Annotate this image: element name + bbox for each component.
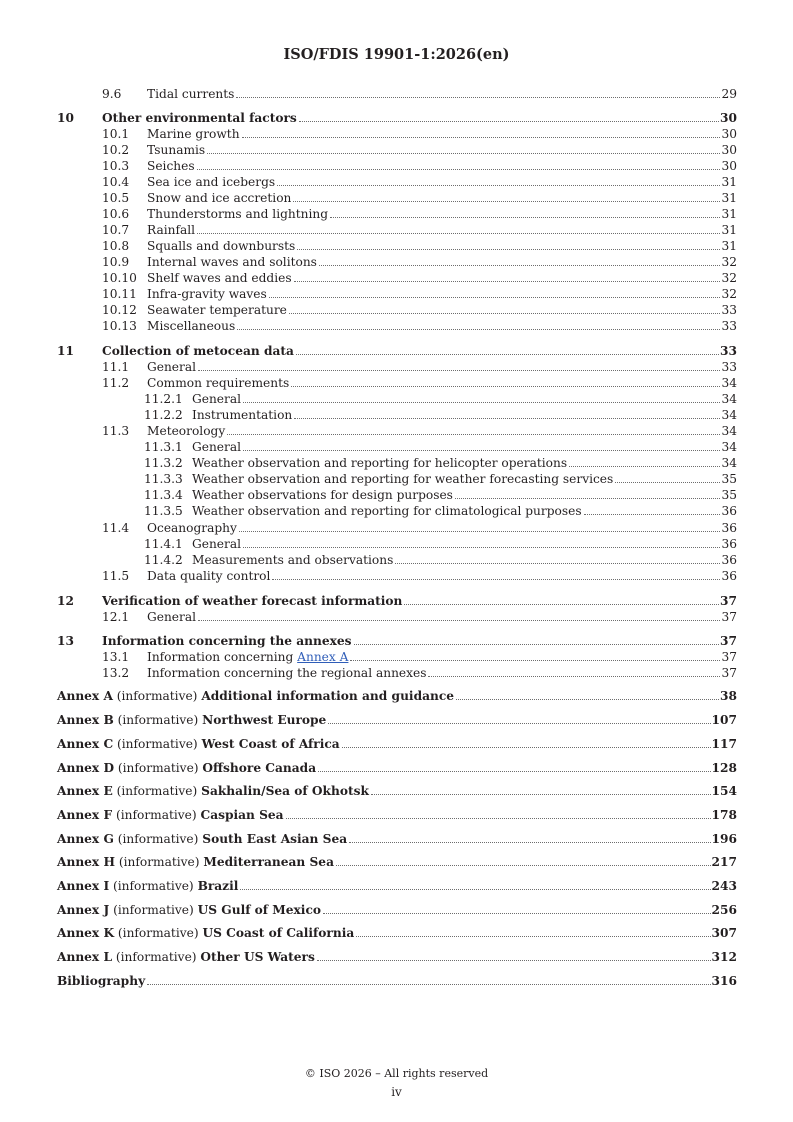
toc-entry-10-13[interactable] (0, 318, 793, 334)
toc-entry-11-4[interactable] (0, 520, 793, 536)
toc-annex-l[interactable] (0, 949, 793, 965)
toc-number: 11.3.1 (144, 440, 183, 454)
dot-leader (615, 482, 720, 483)
dot-leader (296, 354, 719, 355)
dot-leader (197, 233, 720, 234)
toc-page: 217 (711, 855, 737, 869)
annex-type: (informative) (114, 926, 203, 940)
toc-page: 30 (721, 143, 737, 157)
toc-title: General (192, 537, 241, 551)
annex-label: Annex H (57, 855, 115, 869)
toc-title: General (192, 392, 241, 406)
annex-label: Annex B (57, 713, 114, 727)
toc-entry-10-2[interactable] (0, 142, 793, 158)
toc-page: 35 (721, 488, 737, 502)
toc-entry-11-3-1[interactable] (0, 439, 793, 455)
toc-page: 307 (711, 926, 737, 940)
dot-leader (354, 644, 720, 645)
dot-leader (584, 514, 721, 515)
toc-title: Meteorology (147, 424, 226, 438)
dot-leader (272, 579, 720, 580)
dot-leader (297, 249, 720, 250)
toc-annex-b[interactable] (0, 712, 793, 728)
toc-title: Verification of weather forecast information (102, 594, 403, 608)
toc-title: Thunderstorms and lightning (147, 207, 329, 221)
toc-entry-11-3[interactable] (0, 423, 793, 439)
toc-number: 11.3.3 (144, 472, 183, 486)
toc-number: 10.13 (102, 319, 137, 333)
dot-leader (323, 913, 711, 914)
annex-label: Annex E (57, 784, 113, 798)
toc-entry-11-3-4[interactable] (0, 487, 793, 503)
toc-title: Weather observation and reporting for helicopter operations (192, 456, 568, 470)
toc-number: 10.4 (102, 175, 130, 189)
toc-number: 10.8 (102, 239, 130, 253)
toc-page: 31 (721, 207, 737, 221)
dot-leader (395, 563, 720, 564)
toc-entry-13-1[interactable] (0, 649, 793, 665)
toc-entry-9-6[interactable] (0, 86, 793, 102)
toc-page: 34 (721, 424, 737, 438)
dot-leader (371, 794, 711, 795)
dot-leader (294, 418, 720, 419)
toc-page: 34 (721, 440, 737, 454)
dot-leader (147, 984, 710, 985)
toc-page: 154 (711, 784, 737, 798)
toc-entry-11-5[interactable] (0, 568, 793, 584)
annex-label: Annex L (57, 950, 113, 964)
toc-number: 9.6 (102, 87, 122, 101)
annex-title: US Coast of California (202, 926, 355, 940)
toc-page: 30 (721, 127, 737, 141)
toc-title: General (147, 610, 196, 624)
toc-number: 12 (57, 594, 74, 608)
toc-page: 31 (721, 175, 737, 189)
copyright-notice: © ISO 2026 – All rights reserved (304, 1067, 489, 1080)
toc-page: 30 (720, 111, 737, 125)
document-header: ISO/FDIS 19901-1:2026(en) (283, 46, 510, 63)
dot-leader (227, 434, 720, 435)
toc-page: 256 (711, 903, 737, 917)
toc-title: Measurements and observations (192, 553, 394, 567)
toc-number: 13.1 (102, 650, 130, 664)
toc-page: 38 (720, 689, 737, 703)
toc-page: 32 (721, 255, 737, 269)
toc-page: 36 (721, 521, 737, 535)
toc-page: 31 (721, 191, 737, 205)
dot-leader (299, 121, 719, 122)
toc-annex-a[interactable] (0, 688, 793, 704)
toc-title: Collection of metocean data (102, 344, 294, 358)
annex-type: (informative) (113, 713, 203, 727)
toc-number: 13 (57, 634, 74, 648)
toc-number: 10.3 (102, 159, 130, 173)
dot-leader (349, 842, 710, 843)
dot-leader (293, 201, 720, 202)
toc-page: 33 (721, 360, 737, 374)
dot-leader (319, 265, 721, 266)
toc-number: 11.3.4 (144, 488, 183, 502)
annex-title: South East Asian Sea (202, 832, 348, 846)
dot-leader (236, 97, 720, 98)
toc-annex-j[interactable] (0, 902, 793, 918)
annex-label: Annex F (57, 808, 113, 822)
toc-page: 30 (721, 159, 737, 173)
dot-leader (291, 386, 720, 387)
toc-number: 11.3.2 (144, 456, 183, 470)
annex-type: (informative) (109, 879, 198, 893)
annex-type: (informative) (113, 832, 203, 846)
toc-entry-10-11[interactable] (0, 286, 793, 302)
toc-entry-10-8[interactable] (0, 238, 793, 254)
toc-number: 10.7 (102, 223, 130, 237)
toc-page: 196 (711, 832, 737, 846)
toc-page: 37 (721, 650, 737, 664)
toc-page: 31 (721, 223, 737, 237)
toc-title: Weather observations for design purposes (192, 488, 453, 502)
toc-annex-k[interactable] (0, 925, 793, 941)
toc-number: 11.5 (102, 569, 130, 583)
toc-page: 37 (721, 610, 737, 624)
toc-entry-10-9[interactable] (0, 254, 793, 270)
toc-title: Instrumentation (192, 408, 293, 422)
dot-leader (243, 547, 720, 548)
toc-title: Information concerning the regional annexes (147, 666, 427, 680)
toc-number: 11 (57, 344, 74, 358)
dot-leader (294, 281, 721, 282)
toc-annex-e[interactable] (0, 783, 793, 799)
toc-number: 11.1 (102, 360, 130, 374)
dot-leader (286, 818, 711, 819)
annex-type: (informative) (112, 808, 201, 822)
dot-leader (269, 297, 721, 298)
toc-annex-d[interactable] (0, 760, 793, 776)
dot-leader (317, 960, 711, 961)
toc-entry-10-12[interactable] (0, 302, 793, 318)
annex-label: Annex C (57, 737, 114, 751)
toc-title (147, 649, 349, 665)
toc-number: 11.4.2 (144, 553, 183, 567)
toc-entry-12-1[interactable] (0, 609, 793, 625)
toc-page: 32 (721, 271, 737, 285)
toc-annex-h[interactable] (0, 854, 793, 870)
toc-title: Weather observation and reporting for climatological purposes (192, 504, 582, 518)
toc-page: 32 (721, 287, 737, 301)
toc-page: 33 (721, 319, 737, 333)
dot-leader (350, 660, 720, 661)
toc-number: 11.4 (102, 521, 130, 535)
toc-page: 312 (711, 950, 737, 964)
toc-entry-10[interactable] (0, 110, 793, 126)
toc-entry-11-4-1[interactable] (0, 536, 793, 552)
toc-page: 117 (711, 737, 737, 751)
toc-title: Squalls and downbursts (147, 239, 296, 253)
toc-entry-10-7[interactable] (0, 222, 793, 238)
toc-entry-10-1[interactable] (0, 126, 793, 142)
annex-label: Annex G (57, 832, 114, 846)
toc-page: 36 (721, 504, 737, 518)
dot-leader (197, 169, 721, 170)
toc-entry-11-2-2[interactable] (0, 407, 793, 423)
annex-title: Additional information and guidance (201, 689, 455, 703)
toc-title: Seiches (147, 159, 195, 173)
toc-title-text: Information concerning (147, 650, 298, 664)
annex-a-link[interactable]: Annex A (297, 650, 349, 664)
toc-title: Information concerning the annexes (102, 634, 352, 648)
toc-entry-13-2[interactable] (0, 665, 793, 681)
toc-page: 37 (721, 666, 737, 680)
toc-page: 107 (711, 713, 737, 727)
toc-entry-10-10[interactable] (0, 270, 793, 286)
toc-number: 10.1 (102, 127, 130, 141)
toc-title: Weather observation and reporting for weather forecasting services (192, 472, 614, 486)
toc-number: 13.2 (102, 666, 130, 680)
toc-title: General (147, 360, 196, 374)
dot-leader (239, 531, 721, 532)
dot-leader (328, 723, 710, 724)
dot-leader (356, 936, 710, 937)
toc-entry-11-2-1[interactable] (0, 391, 793, 407)
annex-type: (informative) (112, 689, 202, 703)
toc-page: 178 (711, 808, 737, 822)
dot-leader (198, 620, 720, 621)
toc-number: 11.3.5 (144, 504, 183, 518)
toc-title: Tidal currents (147, 87, 235, 101)
toc-page: 33 (720, 344, 737, 358)
annex-label: Annex K (57, 926, 115, 940)
dot-leader (289, 313, 721, 314)
toc-page: 29 (721, 87, 737, 101)
annex-title: Mediterranean Sea (203, 855, 334, 869)
toc-entry-11-2[interactable] (0, 375, 793, 391)
toc-number: 10.12 (102, 303, 137, 317)
toc-entry-11-1[interactable] (0, 359, 793, 375)
toc-entry-12[interactable] (0, 593, 793, 609)
toc-page: 34 (721, 456, 737, 470)
annex-title: Caspian Sea (200, 808, 284, 822)
toc-number: 10.2 (102, 143, 130, 157)
dot-leader (455, 498, 721, 499)
annex-type: (informative) (114, 761, 203, 775)
dot-leader (330, 217, 720, 218)
toc-page: 34 (721, 392, 737, 406)
dot-leader (198, 370, 720, 371)
toc-annex-c[interactable] (0, 736, 793, 752)
toc-entry-13[interactable] (0, 633, 793, 649)
toc-entry-11-3-3[interactable] (0, 471, 793, 487)
toc-title: Marine growth (147, 127, 240, 141)
toc-page: 316 (711, 974, 737, 988)
toc-number: 11.4.1 (144, 537, 183, 551)
dot-leader (243, 402, 720, 403)
toc-title: Rainfall (147, 223, 196, 237)
annex-label: Annex I (57, 879, 110, 893)
toc-page: 34 (721, 376, 737, 390)
annex-title: US Gulf of Mexico (197, 903, 321, 917)
toc-entry-11[interactable] (0, 343, 793, 359)
dot-leader (456, 699, 719, 700)
toc-number: 10.9 (102, 255, 130, 269)
dot-leader (243, 450, 720, 451)
toc-page: 33 (721, 303, 737, 317)
annex-title: Brazil (197, 879, 239, 893)
dot-leader (242, 137, 721, 138)
toc-page: 36 (721, 569, 737, 583)
annex-type: (informative) (109, 903, 198, 917)
annex-label: Annex J (57, 903, 110, 917)
annex-title: West Coast of Africa (201, 737, 340, 751)
toc-page: 37 (720, 594, 737, 608)
toc-entry-10-6[interactable] (0, 206, 793, 222)
toc-page: 34 (721, 408, 737, 422)
toc-number: 11.2 (102, 376, 130, 390)
dot-leader (404, 604, 719, 605)
annex-title: Other US Waters (200, 950, 315, 964)
toc-number: 11.2.2 (144, 408, 183, 422)
dot-leader (318, 771, 710, 772)
toc-title: Infra-gravity waves (147, 287, 267, 301)
toc-number: 11.2.1 (144, 392, 183, 406)
annex-title: Offshore Canada (202, 761, 317, 775)
toc-title: Common requirements (147, 376, 290, 390)
dot-leader (240, 889, 710, 890)
toc-title: Snow and ice accretion (147, 191, 292, 205)
toc-page: 36 (721, 553, 737, 567)
toc-title: Sea ice and icebergs (147, 175, 276, 189)
annex-type: (informative) (114, 855, 204, 869)
toc-title: Tsunamis (147, 143, 206, 157)
toc-title: General (192, 440, 241, 454)
toc-entry-10-4[interactable] (0, 174, 793, 190)
toc-number: 10.11 (102, 287, 137, 301)
dot-leader (277, 185, 720, 186)
dot-leader (237, 329, 720, 330)
page-number: iv (391, 1085, 402, 1099)
toc-annex-f[interactable] (0, 807, 793, 823)
dot-leader (336, 865, 711, 866)
toc-number: 10 (57, 111, 74, 125)
toc-title: Miscellaneous (147, 319, 236, 333)
toc-page: 243 (711, 879, 737, 893)
toc-annex-i[interactable] (0, 878, 793, 894)
toc-entry-11-3-2[interactable] (0, 455, 793, 471)
toc-title: Other environmental factors (102, 111, 297, 125)
toc-page: 36 (721, 537, 737, 551)
dot-leader (342, 747, 711, 748)
toc-title: Shelf waves and eddies (147, 271, 292, 285)
toc-number: 12.1 (102, 610, 130, 624)
toc-number: 11.3 (102, 424, 130, 438)
toc-title: Bibliography (57, 974, 146, 988)
toc-bibliography[interactable] (0, 973, 793, 989)
toc-page: 31 (721, 239, 737, 253)
annex-type: (informative) (113, 737, 202, 751)
dot-leader (207, 153, 720, 154)
annex-label: Annex D (57, 761, 115, 775)
toc-title: Oceanography (147, 521, 237, 535)
toc-entry-11-3-5[interactable] (0, 503, 793, 519)
toc-entry-10-5[interactable] (0, 190, 793, 206)
toc-title: Seawater temperature (147, 303, 287, 317)
annex-type: (informative) (112, 784, 202, 798)
toc-title: Data quality control (147, 569, 271, 583)
toc-number: 10.6 (102, 207, 130, 221)
toc-number: 10.10 (102, 271, 137, 285)
toc-annex-g[interactable] (0, 831, 793, 847)
toc-page: 35 (721, 472, 737, 486)
annex-title: Northwest Europe (202, 713, 327, 727)
toc-number: 10.5 (102, 191, 130, 205)
dot-leader (428, 676, 720, 677)
toc-page: 37 (720, 634, 737, 648)
dot-leader (569, 466, 720, 467)
toc-title: Internal waves and solitons (147, 255, 317, 269)
annex-label: Annex A (57, 689, 113, 703)
toc-entry-11-4-2[interactable] (0, 552, 793, 568)
toc-page: 128 (711, 761, 737, 775)
annex-type: (informative) (112, 950, 201, 964)
annex-title: Sakhalin/Sea of Okhotsk (201, 784, 369, 798)
toc-entry-10-3[interactable] (0, 158, 793, 174)
